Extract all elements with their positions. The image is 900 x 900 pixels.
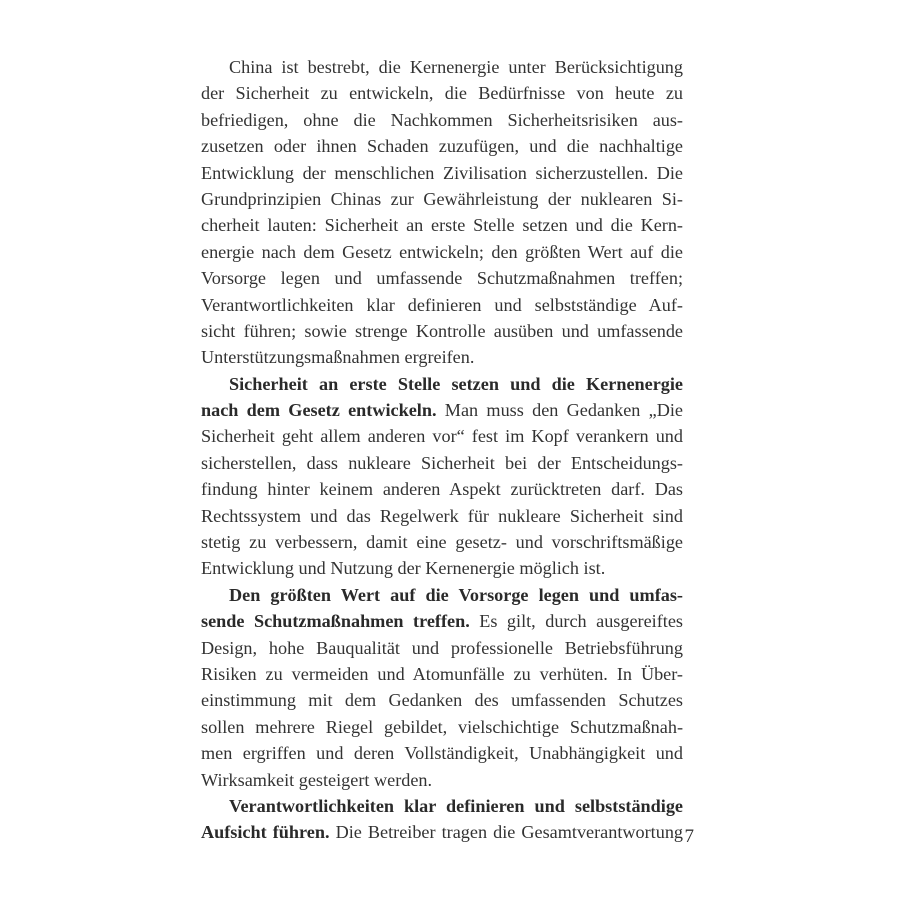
text-line: Grundprinzipien Chinas zur Gewährleistung der nuklearen Si- [201,188,683,209]
paragraph-heading: Sicherheit an erste Stelle setzen und die Kernenergie [229,373,683,394]
text-line: einstimmung mit dem Gedanken des umfassenden Schutzes [201,690,683,711]
text-line: Rechtssystem und das Regelwerk für nukleare Sicherheit sind [201,505,683,526]
text-line: Aufsicht führen. Die Betreiber tragen die Gesamtverantwortung [201,822,684,843]
text-line: befriedigen, ohne die Nachkommen Sicherheitsrisiken aus- [201,109,683,130]
text-line: Entwicklung der menschlichen Zivilisation sicherzustellen. Die [201,162,683,183]
text-line [201,371,683,397]
text-line: der Sicherheit zu entwickeln, die Bedürfnisse von heute zu [201,83,683,104]
paragraph-heading: nach dem Gesetz entwickeln. [201,400,437,421]
text-line: Design, hohe Bauqualität und professionelle Betriebsführung [201,637,683,658]
text-line: zusetzen oder ihnen Schaden zuzufügen, und die nachhaltige [201,136,683,157]
text-line: Risiken zu vermeiden und Atomunfälle zu verhüten. In Über- [201,663,683,684]
text-line: sicht führen; sowie strenge Kontrolle ausüben und umfassende [201,320,683,341]
text-line: stetig zu verbessern, damit eine gesetz- und vorschriftsmäßige [201,532,683,553]
text-line: findung hinter keinem anderen Aspekt zurücktreten darf. Das [201,479,683,500]
text-line: sollen mehrere Riegel gebildet, vielschichtige Schutzmaßnah- [201,716,683,737]
paragraph-heading: sende Schutzmaßnahmen treffen. [201,611,470,632]
text-line: Wirksamkeit gesteigert werden. [201,769,433,790]
paragraph-heading: Verantwortlichkeiten klar definieren und selbstständige [229,795,683,816]
paragraph-heading: Den größten Wert auf die Vorsorge legen und umfas- [229,584,683,605]
text-line: Sicherheit geht allem anderen vor“ fest im Kopf verankern und [201,426,683,447]
text-line [201,793,683,819]
page-number: 7 [684,826,694,847]
body-text [201,54,683,846]
text-line: sicherstellen, dass nukleare Sicherheit bei der Entscheidungs- [201,452,683,473]
text-line [201,582,683,608]
text-line: men ergriffen und deren Vollständigkeit, Unabhängigkeit und [201,743,683,764]
text-line: Entwicklung und Nutzung der Kernenergie möglich ist. [201,558,606,579]
text-line: Verantwortlichkeiten klar definieren und selbstständige Auf- [201,294,683,315]
text-line: Vorsorge legen und umfassende Schutzmaßnahmen treffen; [201,268,683,289]
text-line: energie nach dem Gesetz entwickeln; den größten Wert auf die [201,241,683,262]
text-line: cherheit lauten: Sicherheit an erste Stelle setzen und die Kern- [201,215,683,236]
text-line: China ist bestrebt, die Kernenergie unter Berücksichtigung [229,57,683,77]
paragraph-heading: Aufsicht führen. [201,822,330,843]
text-line: Unterstützungsmaßnahmen ergreifen. [201,347,475,368]
text-line: nach dem Gesetz entwickeln. Man muss den Gedanken „Die [201,400,684,421]
text-line: sende Schutzmaßnahmen treffen. Es gilt, durch ausgereiftes [201,611,683,632]
